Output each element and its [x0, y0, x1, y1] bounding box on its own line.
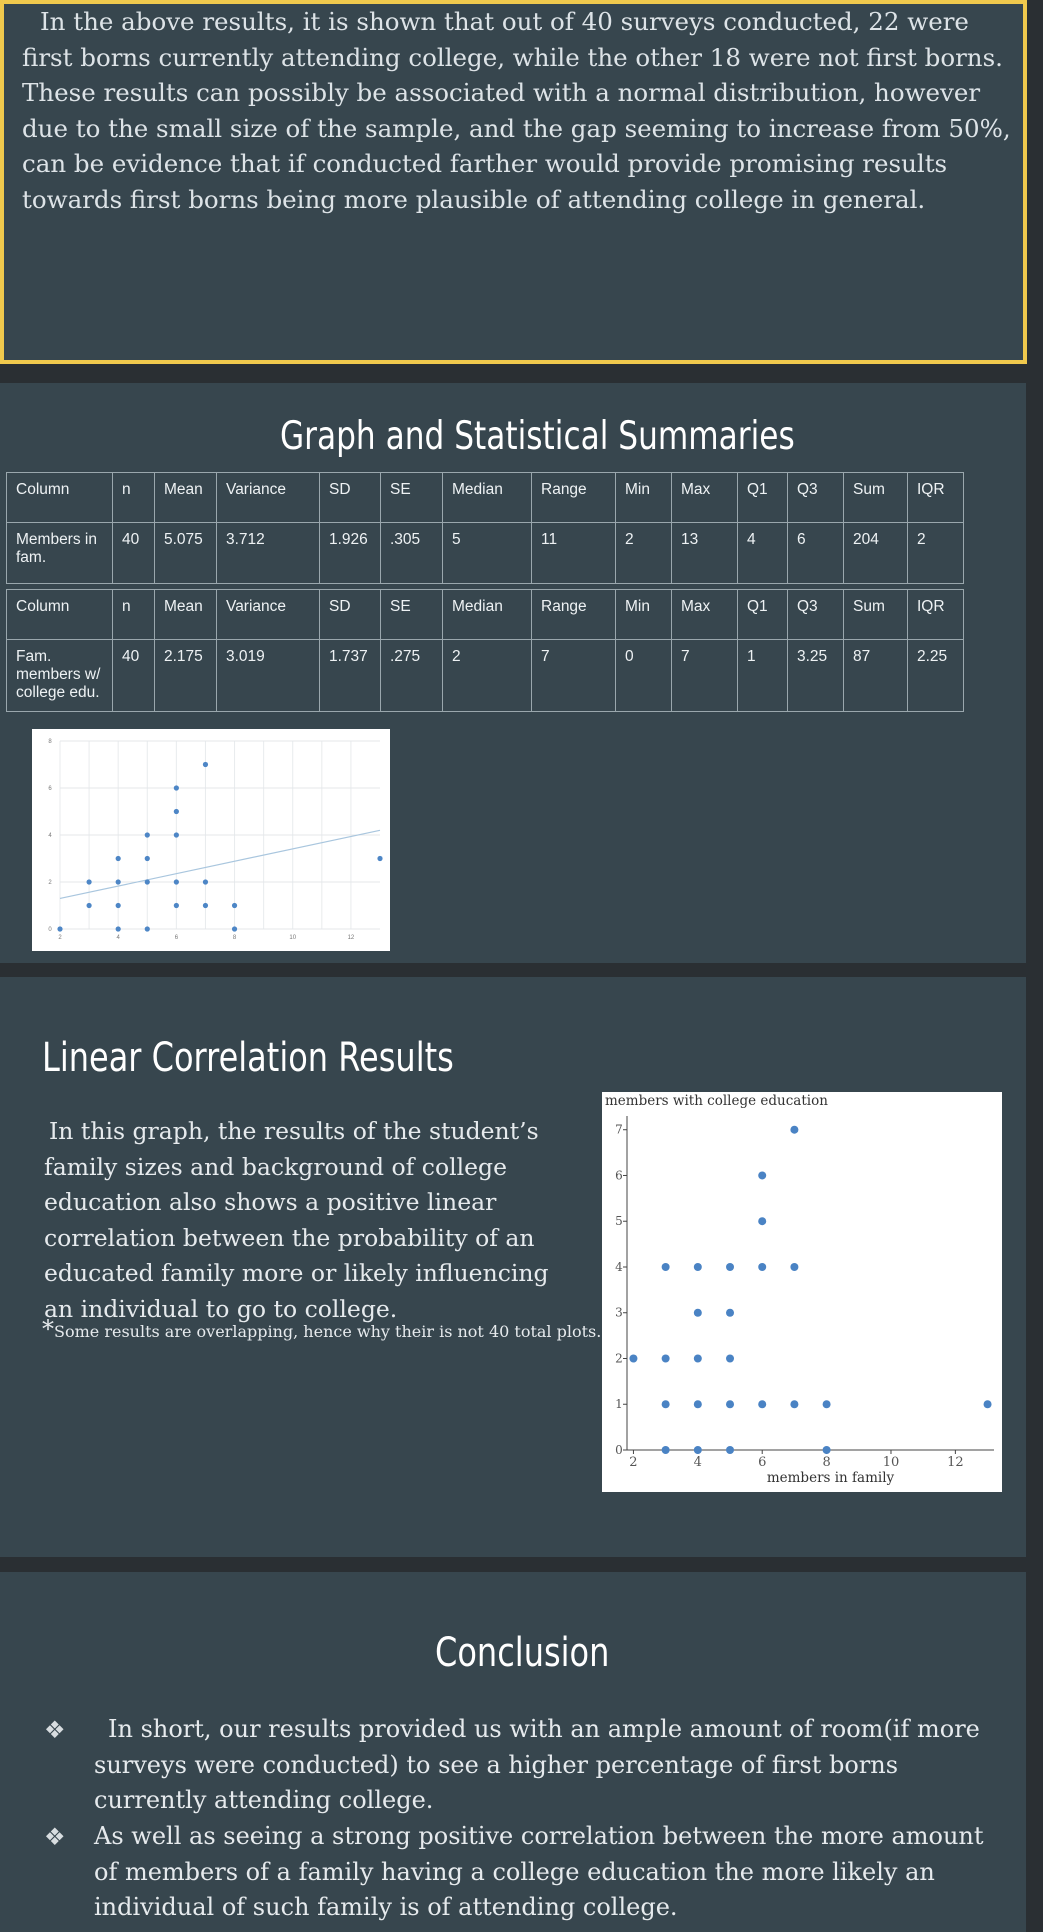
- y-tick-label: 0: [48, 927, 52, 933]
- table-cell: 3.019: [217, 640, 320, 712]
- table-header-cell: IQR: [908, 590, 964, 640]
- table-cell: 5: [443, 523, 532, 584]
- table-cell: 2: [443, 640, 532, 712]
- table-cell: 6: [788, 523, 844, 584]
- conclusion-title: Conclusion: [435, 1630, 610, 1676]
- data-point: [726, 1400, 734, 1408]
- y-tick-label: 8: [48, 739, 52, 745]
- data-point: [86, 879, 91, 884]
- table-header-cell: IQR: [908, 473, 964, 523]
- conclusion-bullet-text: In short, our results provided us with an ample amount of room(if more surveys were conducted) to see a higher percentage of first borns currently attending college.: [94, 1715, 980, 1814]
- table-cell: 4: [738, 523, 788, 584]
- x-tick-label: 8: [232, 935, 237, 941]
- x-tick-label: 2: [58, 935, 62, 941]
- conclusion-bullet-text: As well as seeing a strong positive correlation between the more amount of members of a family having a college education the more likely an individual of such family is of attending college.: [94, 1822, 984, 1921]
- table-header-cell: n: [113, 473, 155, 523]
- table-cell: 2: [908, 523, 964, 584]
- data-point: [57, 926, 62, 931]
- data-point: [662, 1446, 670, 1454]
- table-header-cell: Median: [443, 473, 532, 523]
- y-axis-label: members with college education: [605, 1093, 828, 1109]
- data-point: [203, 879, 208, 884]
- data-point: [694, 1400, 702, 1408]
- x-tick-label: 2: [629, 1455, 638, 1470]
- x-tick-label: 6: [174, 935, 179, 941]
- table-cell: 7: [672, 640, 738, 712]
- table-header-cell: SE: [381, 590, 443, 640]
- intro-paragraph: In the above results, it is shown that out of 40 surveys conducted, 22 were first borns currently attending college, while the other 18 were not first borns. These results can possibly be associated with a normal distribution, however due to the small size of the sample, and the gap seeming to increase from 50%, can be evidence that if conducted farther would provide promising results towards first borns being more plausible of attending college in general.: [22, 7, 1011, 214]
- data-point: [694, 1354, 702, 1362]
- data-point: [203, 762, 208, 767]
- table-header-cell: Variance: [217, 473, 320, 523]
- table-header-cell: Min: [616, 473, 672, 523]
- x-tick-label: 6: [758, 1455, 767, 1470]
- x-tick-label: 10: [882, 1455, 900, 1470]
- table-header-cell: Range: [532, 590, 616, 640]
- data-point: [790, 1400, 798, 1408]
- data-point: [694, 1446, 702, 1454]
- table-header-row: [7, 590, 964, 640]
- y-tick-label: 5: [615, 1214, 623, 1229]
- data-point: [790, 1126, 798, 1134]
- data-point: [86, 903, 91, 908]
- stats-slide: [0, 383, 1026, 963]
- table-header-cell: Column: [7, 590, 113, 640]
- data-point: [758, 1171, 766, 1179]
- data-point: [116, 879, 121, 884]
- table-header-cell: Median: [443, 590, 532, 640]
- data-point: [174, 809, 179, 814]
- table-cell: 7: [532, 640, 616, 712]
- table-header-cell: n: [113, 590, 155, 640]
- data-point: [174, 832, 179, 837]
- table-cell: 3.25: [788, 640, 844, 712]
- table-header-cell: Max: [672, 590, 738, 640]
- y-tick-label: 0: [615, 1443, 623, 1457]
- table-header-cell: Sum: [844, 590, 908, 640]
- data-point: [726, 1309, 734, 1317]
- table-header-cell: Mean: [155, 590, 217, 640]
- data-point: [823, 1446, 831, 1454]
- table-cell: .275: [381, 640, 443, 712]
- y-tick-label: 4: [615, 1259, 623, 1274]
- data-point: [629, 1354, 637, 1362]
- x-axis-label: members in family: [766, 1470, 895, 1486]
- y-tick-label: 3: [615, 1305, 623, 1320]
- table-row: [7, 640, 964, 712]
- table-cell: 1.926: [320, 523, 381, 584]
- intro-slide: [0, 0, 1027, 364]
- table-cell: 2.25: [908, 640, 964, 712]
- table-cell: Members in fam.: [7, 523, 113, 584]
- table-cell: 1.737: [320, 640, 381, 712]
- table-header-row: [7, 473, 964, 523]
- data-point: [116, 856, 121, 861]
- data-point: [116, 926, 121, 931]
- data-point: [984, 1400, 992, 1408]
- table-header-cell: SD: [320, 590, 381, 640]
- data-point: [694, 1263, 702, 1271]
- table-cell: 87: [844, 640, 908, 712]
- correlation-body: In this graph, the results of the student’s family sizes and background of college education also shows a positive linear correlation between the probability of an educated family more or likely influencing an individual to go to college.: [44, 1117, 549, 1323]
- correlation-title: Linear Correlation Results: [42, 1035, 454, 1081]
- y-tick-label: 6: [615, 1168, 623, 1183]
- x-tick-label: 12: [347, 935, 355, 941]
- table-cell: Fam. members w/ college edu.: [7, 640, 113, 712]
- table-cell: 5.075: [155, 523, 217, 584]
- data-point: [145, 832, 150, 837]
- y-tick-label: 7: [615, 1122, 623, 1137]
- table-cell: 3.712: [217, 523, 320, 584]
- table-cell: .305: [381, 523, 443, 584]
- data-point: [232, 926, 237, 931]
- table-cell: 11: [532, 523, 616, 584]
- data-point: [726, 1263, 734, 1271]
- y-tick-label: 6: [48, 786, 52, 792]
- x-tick-label: 10: [289, 935, 297, 941]
- table-cell: 1: [738, 640, 788, 712]
- data-point: [662, 1354, 670, 1362]
- y-tick-label: 1: [615, 1397, 623, 1412]
- data-point: [174, 903, 179, 908]
- table-header-cell: Q3: [788, 473, 844, 523]
- data-point: [758, 1217, 766, 1225]
- data-point: [790, 1263, 798, 1271]
- note-text: Some results are overlapping, hence why their is not 40 total plots.: [54, 1322, 602, 1341]
- correlation-slide: [0, 977, 1026, 1557]
- small-scatter-plot: [32, 729, 390, 951]
- table-cell: 2.175: [155, 640, 217, 712]
- data-point: [232, 903, 237, 908]
- small-scatter-svg: [32, 729, 390, 951]
- data-point: [694, 1309, 702, 1317]
- data-point: [145, 926, 150, 931]
- scatter-svg: [602, 1092, 1002, 1492]
- note-star: *: [42, 1315, 54, 1343]
- data-point: [758, 1400, 766, 1408]
- data-point: [116, 903, 121, 908]
- table-header-cell: Min: [616, 590, 672, 640]
- table-header-cell: Q1: [738, 590, 788, 640]
- x-tick-label: 12: [947, 1455, 964, 1470]
- table-header-cell: Column: [7, 473, 113, 523]
- table-cell: 2: [616, 523, 672, 584]
- table-header-cell: Range: [532, 473, 616, 523]
- data-point: [726, 1354, 734, 1362]
- stats-table-members: [6, 472, 964, 584]
- four-diamond-bullet-icon: ❖: [44, 1716, 66, 1744]
- y-tick-label: 4: [48, 833, 52, 839]
- data-point: [758, 1263, 766, 1271]
- data-point: [203, 903, 208, 908]
- data-point: [726, 1446, 734, 1454]
- table-header-cell: SD: [320, 473, 381, 523]
- table-header-cell: Mean: [155, 473, 217, 523]
- four-diamond-bullet-icon: ❖: [44, 1823, 66, 1851]
- data-point: [174, 879, 179, 884]
- y-tick-label: 2: [615, 1351, 623, 1366]
- table-header-cell: Q3: [788, 590, 844, 640]
- correlation-note: [42, 1315, 601, 1343]
- table-cell: 0: [616, 640, 672, 712]
- table-cell: 40: [113, 523, 155, 584]
- table-row: [7, 523, 964, 584]
- table-header-cell: Variance: [217, 590, 320, 640]
- stats-title: Graph and Statistical Summaries: [280, 414, 795, 459]
- data-point: [823, 1400, 831, 1408]
- table-cell: 40: [113, 640, 155, 712]
- table-cell: 13: [672, 523, 738, 584]
- x-tick-label: 4: [693, 1455, 702, 1470]
- table-header-cell: SE: [381, 473, 443, 523]
- table-header-cell: Max: [672, 473, 738, 523]
- stats-table-college-edu: [6, 589, 964, 712]
- data-point: [377, 856, 382, 861]
- data-point: [174, 785, 179, 790]
- data-point: [662, 1400, 670, 1408]
- table-cell: 204: [844, 523, 908, 584]
- table-header-cell: Q1: [738, 473, 788, 523]
- conclusion-slide: [0, 1572, 1026, 1932]
- x-tick-label: 4: [116, 935, 120, 941]
- trend-line: [60, 830, 380, 898]
- table-header-cell: Sum: [844, 473, 908, 523]
- data-point: [145, 879, 150, 884]
- scatter-plot: [602, 1092, 1002, 1492]
- data-point: [662, 1263, 670, 1271]
- x-tick-label: 8: [822, 1455, 831, 1470]
- y-tick-label: 2: [48, 880, 52, 886]
- data-point: [145, 856, 150, 861]
